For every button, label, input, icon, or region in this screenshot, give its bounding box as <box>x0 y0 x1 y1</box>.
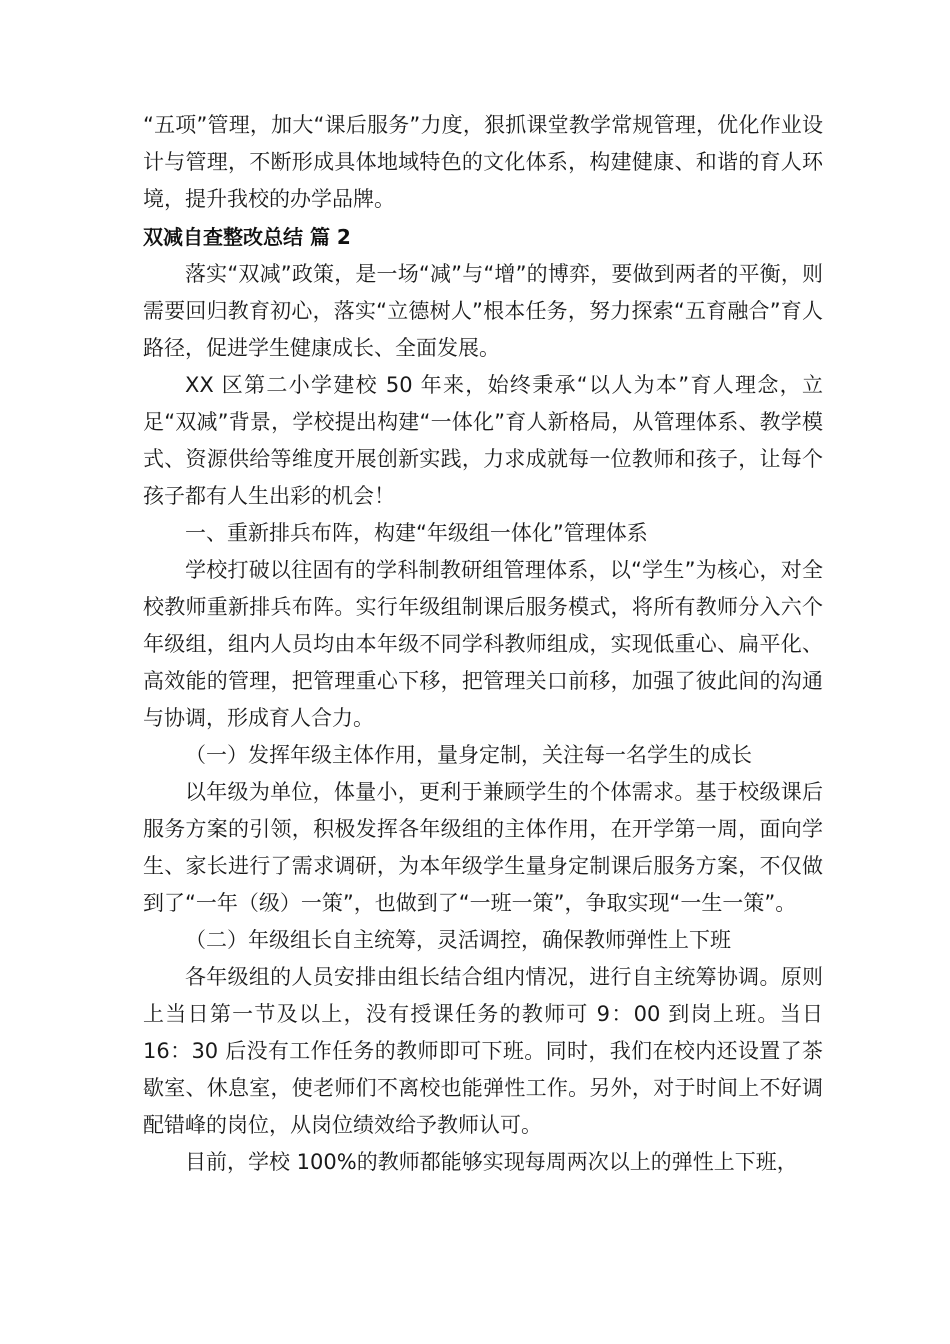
paragraph-5: 以年级为单位，体量小，更利于兼顾学生的个体需求。基于校级课后服务方案的引领，积极发挥各年级组的主体作用，在开学第一周，面向学生、家长进行了需求调研，为本年级学生量身定制课后服务方案，不仅做到了“一年（级）一策”，也做到了“一班一策”，争取实现“一生一策”。 <box>143 780 823 915</box>
subheading-1: 一、重新排兵布阵，构建“年级组一体化”管理体系 <box>185 521 648 545</box>
paragraph-1: “五项”管理，加大“课后服务”力度，狠抓课堂教学常规管理，优化作业设计与管理，不断形成具体地域特色的文化体系，构建健康、和谐的育人环境，提升我校的办学品牌。 <box>143 113 823 211</box>
subheading-3: （二）年级组长自主统筹，灵活调控，确保教师弹性上下班 <box>185 928 731 952</box>
document-page <box>143 107 823 1181</box>
section-heading: 双减自查整改总结 篇 2 <box>143 225 351 249</box>
paragraph-6: 各年级组的人员安排由组长结合组内情况，进行自主统筹协调。原则上当日第一节及以上，没有授课任务的教师可 9：00 到岗上班。当日 16：30 后没有工作任务的教师即可下班。同时，我们在校内还设置了茶歇室、休息室，使老师们不离校也能弹性工作。另外，对于时间上不好调配错峰的岗位，从岗位绩效给予教师认可。 <box>143 965 823 1137</box>
paragraph-3: XX 区第二小学建校 50 年来，始终秉承“以人为本”育人理念，立足“双减”背景，学校提出构建“一体化”育人新格局，从管理体系、教学模式、资源供给等维度开展创新实践，力求成就每一位教师和孩子，让每个孩子都有人生出彩的机会！ <box>143 373 823 508</box>
paragraph-4: 学校打破以往固有的学科制教研组管理体系，以“学生”为核心，对全校教师重新排兵布阵。实行年级组制课后服务模式，将所有教师分入六个年级组，组内人员均由本年级不同学科教师组成，实现低重心、扁平化、高效能的管理，把管理重心下移，把管理关口前移，加强了彼此间的沟通与协调，形成育人合力。 <box>143 558 823 730</box>
subheading-2: （一）发挥年级主体作用，量身定制，关注每一名学生的成长 <box>185 743 752 767</box>
paragraph-2: 落实“双减”政策，是一场“减”与“增”的博弈，要做到两者的平衡，则需要回归教育初心，落实“立德树人”根本任务，努力探索“五育融合”育人路径，促进学生健康成长、全面发展。 <box>143 262 823 360</box>
paragraph-7: 目前，学校 100%的教师都能够实现每周两次以上的弹性上下班， <box>185 1150 798 1174</box>
